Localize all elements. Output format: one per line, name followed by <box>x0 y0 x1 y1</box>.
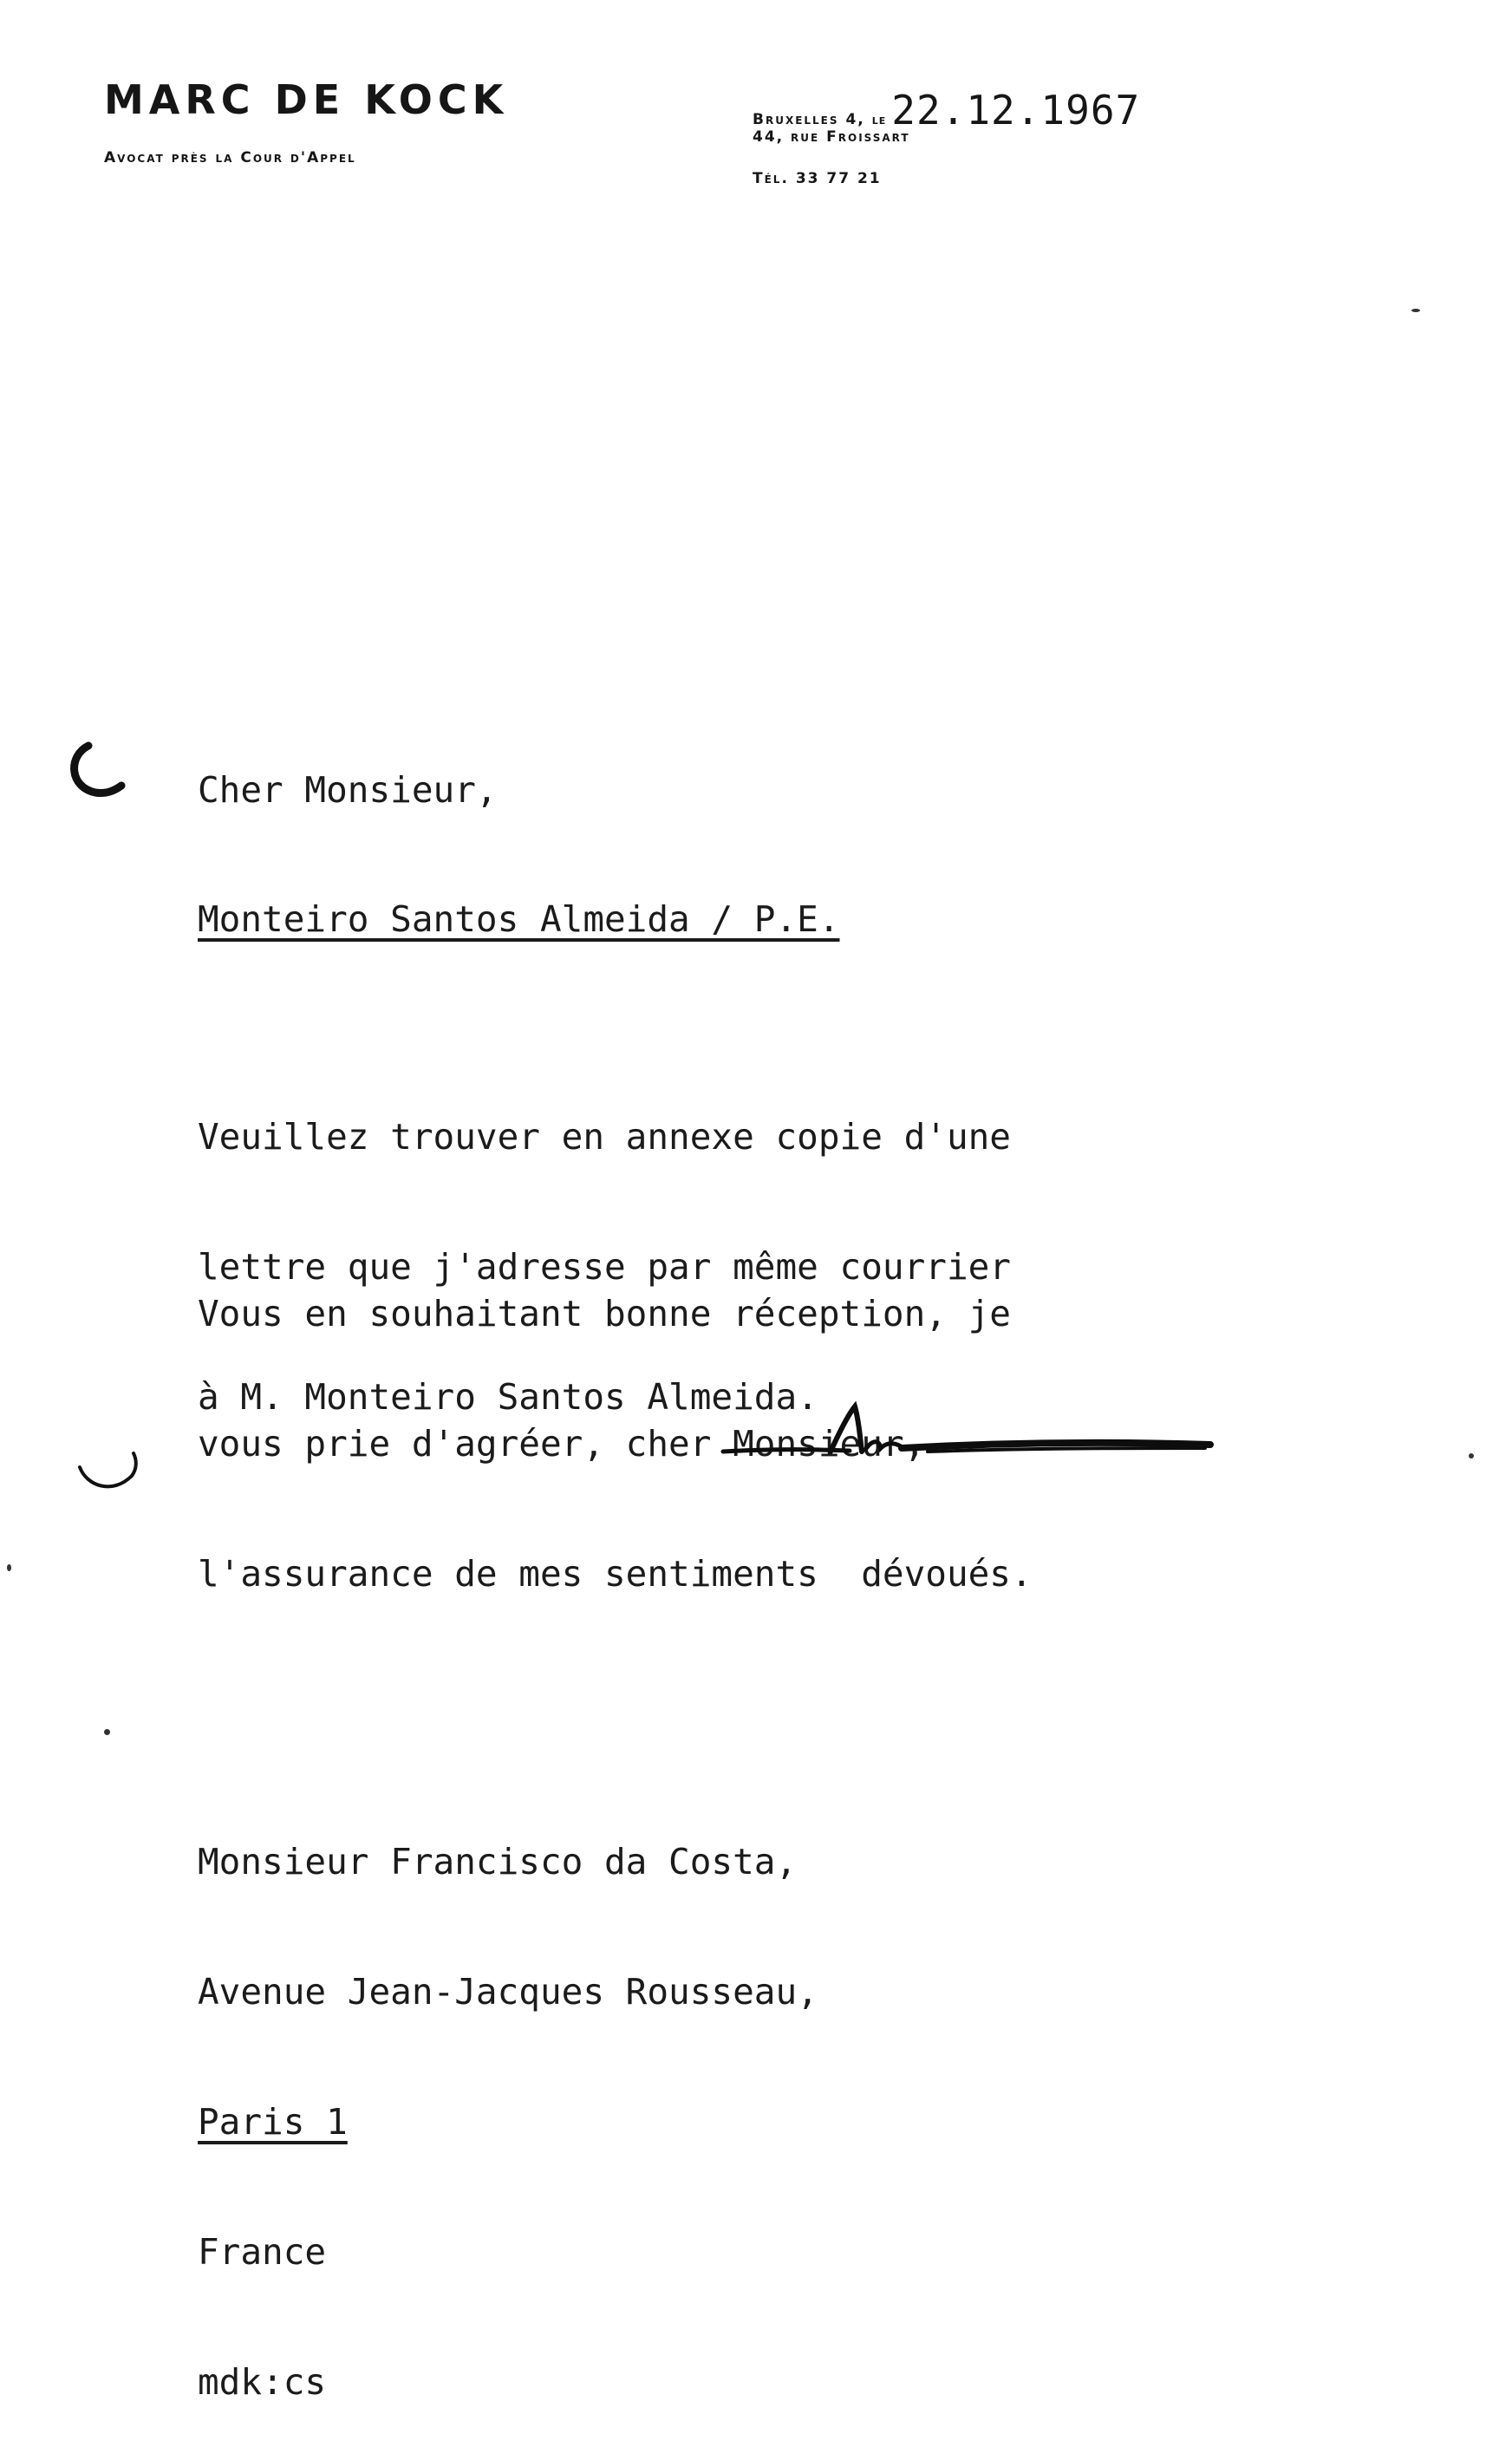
letterhead-place: Bruxelles 4, <box>753 111 865 128</box>
body-line: à M. Monteiro Santos Almeida. <box>198 1376 818 1418</box>
recipient-name: Monsieur Francisco da Costa, <box>198 1841 798 1883</box>
letterhead-title: Avocat près la Cour d'Appel <box>104 149 356 166</box>
paper-speck <box>7 1564 11 1571</box>
body-line: Veuillez trouver en annexe copie d'une <box>198 1116 1011 1158</box>
recipient-city: Paris 1 <box>198 2101 348 2143</box>
letterhead-address: 44, rue Froissart <box>753 128 910 146</box>
punch-hole-bottom <box>75 1439 153 1509</box>
recipient-street: Avenue Jean-Jacques Rousseau, <box>198 1971 818 2013</box>
body-line: l'assurance de mes sentiments dévoués. <box>198 1553 1033 1595</box>
paper-speck <box>104 1729 110 1735</box>
subject-line: Monteiro Santos Almeida / P.E. <box>198 898 840 940</box>
paper-speck <box>1411 309 1420 312</box>
recipient-address <box>198 1753 818 2447</box>
place-date-line <box>753 87 1140 134</box>
letterhead-name: MARC DE KOCK <box>104 76 509 123</box>
letter-date: 22.12.1967 <box>891 87 1141 134</box>
handwritten-signature <box>720 1398 1214 1467</box>
letterhead-phone: Tél. 33 77 21 <box>753 170 882 187</box>
reference-initials: mdk:cs <box>198 2361 327 2403</box>
body-line: vous prie d'agréer, cher Monsieur, <box>198 1423 926 1465</box>
letterhead-le: le <box>871 112 887 127</box>
body-line: Vous en souhaitant bonne réception, je <box>198 1293 1011 1334</box>
punch-hole-top <box>61 737 139 806</box>
body-line: lettre que j'adresse par même courrier <box>198 1246 1011 1288</box>
recipient-country: France <box>198 2231 327 2273</box>
paper-speck <box>1469 1453 1474 1458</box>
salutation: Cher Monsieur, <box>198 769 498 811</box>
